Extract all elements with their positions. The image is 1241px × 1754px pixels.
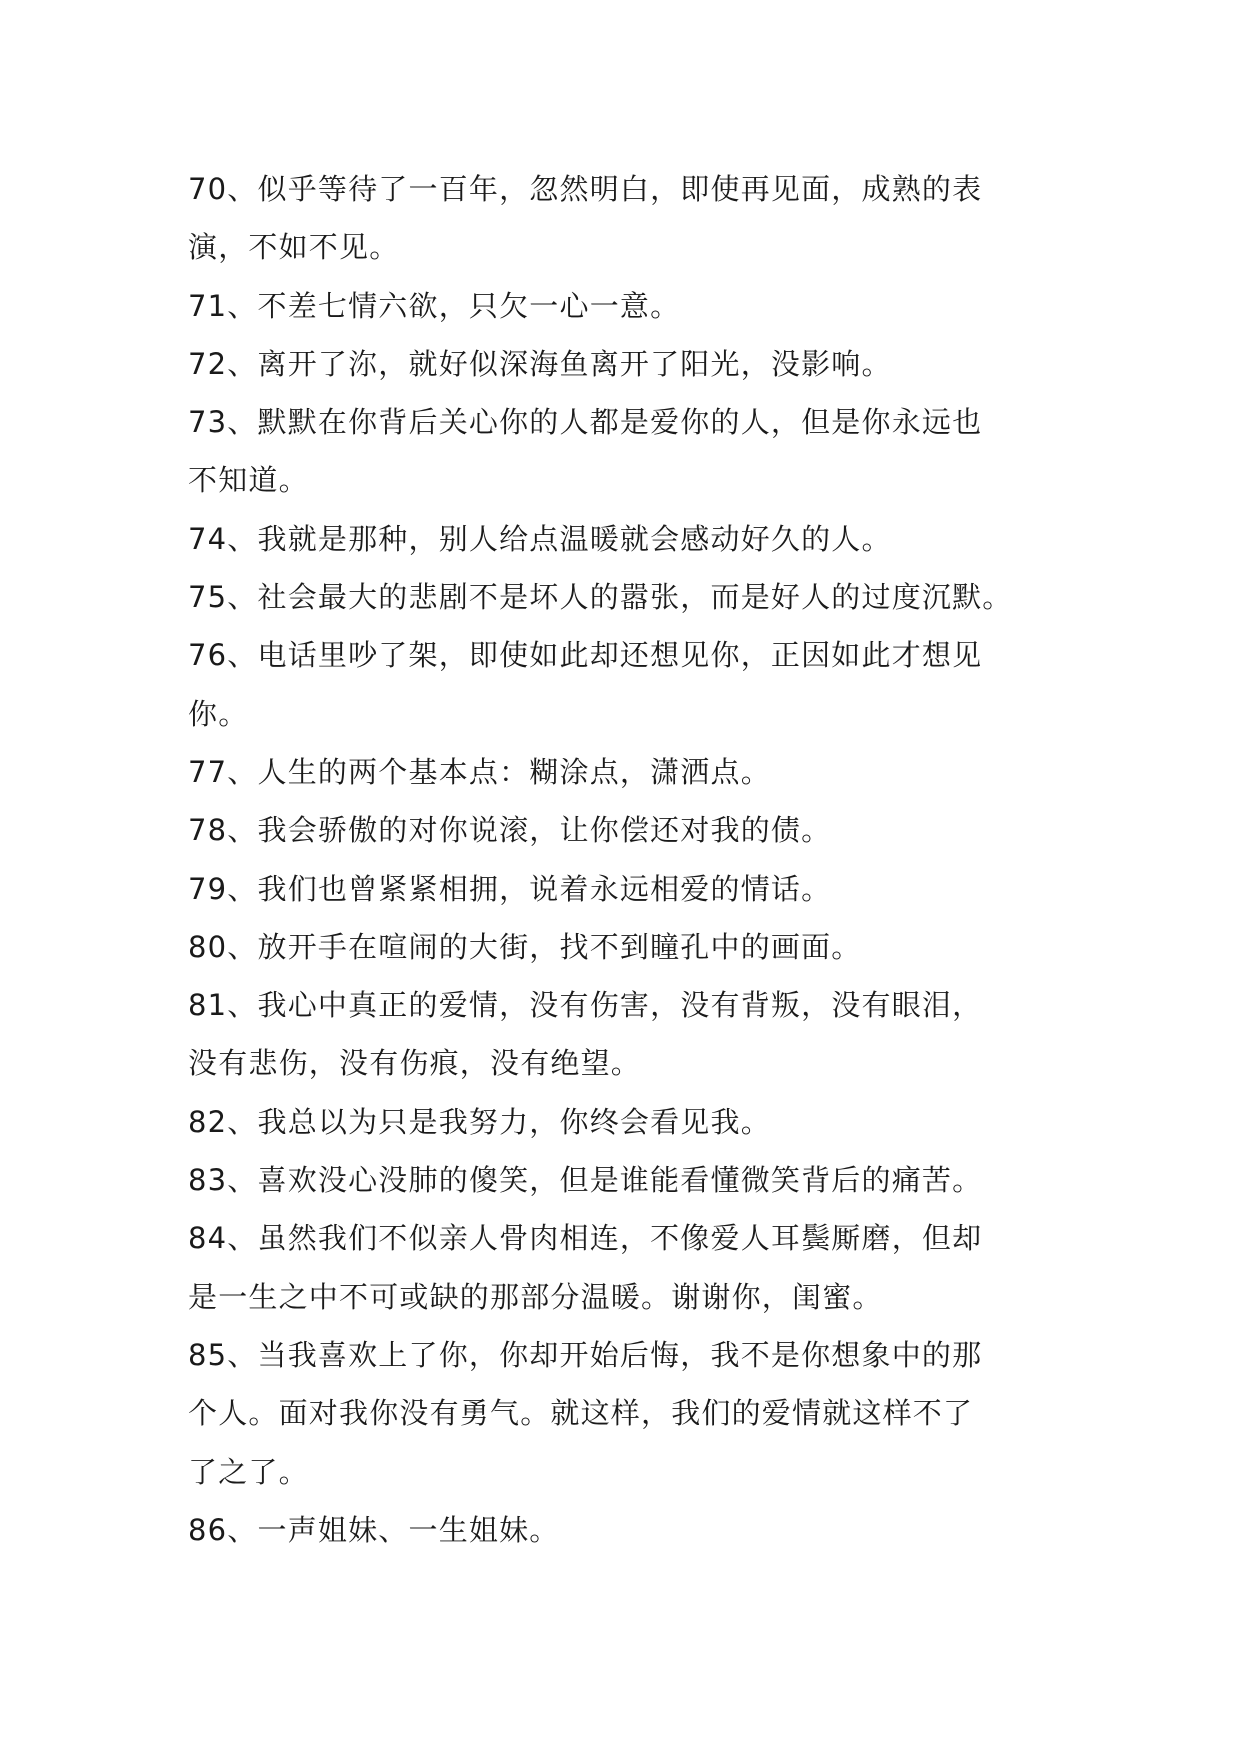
text-line: 79、我们也曾紧紧相拥，说着永远相爱的情话。 (188, 871, 832, 906)
text-line: 83、喜欢没心没肺的傻笑，但是谁能看懂微笑背后的痛苦。 (188, 1163, 983, 1198)
text-line: 没有悲伤，没有伤痕，没有绝望。 (188, 1046, 642, 1081)
text-line: 演，不如不见。 (188, 230, 400, 265)
document-body (188, 160, 1088, 1559)
text-line: 86、一声姐妹、一生姐妹。 (188, 1512, 560, 1547)
text-line: 是一生之中不可或缺的那部分温暖。谢谢你，闺蜜。 (188, 1279, 883, 1314)
text-line: 84、虽然我们不似亲人骨肉相连，不像爱人耳鬓厮磨，但却 (188, 1221, 983, 1256)
text-line: 73、默默在你背后关心你的人都是爱你的人，但是你永远也 (188, 405, 983, 440)
text-line: 你。 (188, 696, 249, 731)
text-line: 76、电话里吵了架，即使如此却还想见你，正因如此才想见 (188, 638, 983, 673)
text-line: 75、社会最大的悲剧不是坏人的嚣张，而是好人的过度沉默。 (188, 580, 1013, 615)
text-line: 74、我就是那种，别人给点温暖就会感动好久的人。 (188, 521, 892, 556)
text-line: 77、人生的两个基本点：糊涂点，潇洒点。 (188, 754, 771, 789)
text-line: 81、我心中真正的爱情，没有伤害，没有背叛，没有眼泪， (188, 988, 983, 1023)
text-line: 82、我总以为只是我努力，你终会看见我。 (188, 1104, 771, 1139)
text-line: 78、我会骄傲的对你说滚，让你偿还对我的债。 (188, 813, 832, 848)
text-line: 72、离开了沵，就好似深海鱼离开了阳光，没影响。 (188, 346, 892, 381)
text-line: 了之了。 (188, 1454, 309, 1489)
text-line: 个人。面对我你没有勇气。就这样，我们的爱情就这样不了 (188, 1396, 974, 1431)
text-line: 80、放开手在喧闹的大街，找不到瞳孔中的画面。 (188, 929, 862, 964)
text-line: 不知道。 (188, 463, 309, 498)
text-line: 71、不差七情六欲，只欠一心一意。 (188, 288, 681, 323)
text-line: 70、似乎等待了一百年，忽然明白，即使再见面，成熟的表 (188, 172, 983, 206)
text-line: 85、当我喜欢上了你，你却开始后悔，我不是你想象中的那 (188, 1337, 983, 1372)
